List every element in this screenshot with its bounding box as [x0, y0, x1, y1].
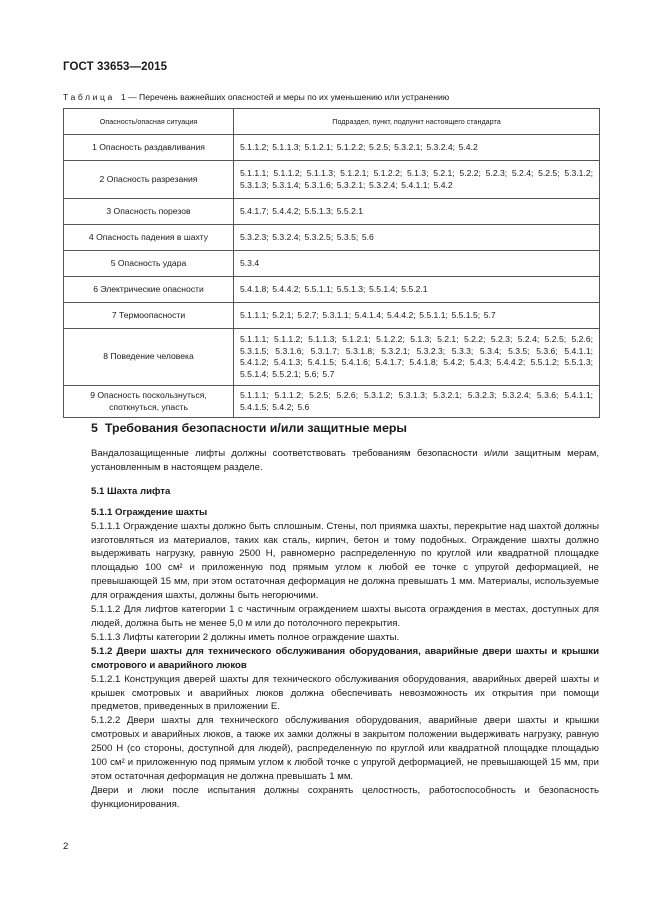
column-header-hazard: Опасность/опасная ситуация — [64, 109, 234, 135]
column-header-refs: Подраздел, пункт, подпункт настоящего стандарта — [234, 109, 600, 135]
table-header-row — [64, 109, 600, 135]
refs-cell: 5.4.1.7; 5.4.4.2; 5.5.1.3; 5.5.2.1 — [234, 199, 600, 225]
refs-cell: 5.3.4 — [234, 251, 600, 277]
section-5-heading — [91, 421, 407, 435]
table-caption-text: 1 — Перечень важнейших опасностей и меры по их уменьшению или устранению — [120, 92, 450, 102]
table-row — [64, 303, 600, 329]
table-row — [64, 251, 600, 277]
paragraph-intro: Вандалозащищенные лифты должны соответствовать требованиям безопасности и/или защитным мерам, установленным в настоящем разделе. — [91, 448, 599, 473]
hazard-cell: 8 Поведение человека — [64, 329, 234, 386]
refs-cell: 5.1.1.1; 5.1.1.2; 5.2.5; 5.2.6; 5.3.1.2; 5.3.1.3; 5.3.2.1; 5.3.2.3; 5.3.2.4; 5.3.6; 5.4.1.1; 5.4.1.5; 5.4.2; 5.6 — [234, 386, 600, 418]
paragraph-5-1-1-2: 5.1.1.2 Для лифтов категории 1 с частичным ограждением шахты высота ограждения в местах, доступных для людей, должна быть не менее 5,0 м или до потолочного перекрытия. — [91, 604, 599, 629]
paragraph-5-1-2-2: 5.1.2.2 Двери шахты для технического обслуживания оборудования, аварийные двери шахты и крышки смотровых и аварийных люков, а также их замки должны в закрытом положении выдерживать нагрузку, равную 2500 Н (со стороны, доступной для людей), распределенную по круглой или квадратной площадке площадью 100 см² и приложенную под прямым углом к любой точке с упругой деформацией, не превышающей 15 мм, при этом остаточная деформация не должна превышать 1 мм. — [91, 715, 599, 782]
hazard-cell: 7 Термоопасности — [64, 303, 234, 329]
refs-cell: 5.4.1.8; 5.4.4.2; 5.5.1.1; 5.5.1.3; 5.5.1.4; 5.5.2.1 — [234, 277, 600, 303]
hazard-cell: 4 Опасность падения в шахту — [64, 225, 234, 251]
section-number: 5 — [91, 421, 98, 435]
document-code: ГОСТ 33653—2015 — [63, 61, 168, 73]
paragraph-5-1-2-1: 5.1.2.1 Конструкция дверей шахты для технического обслуживания оборудования, аварийных дверей шахты и крышек смотровых и аварийных люков должна обеспечивать невозможность их открытия при помощи предметов, приведенных в приложении Е. — [91, 673, 599, 713]
table-caption-label: Таблица — [63, 92, 115, 102]
hazard-cell: 6 Электрические опасности — [64, 277, 234, 303]
refs-cell: 5.1.1.1; 5.1.1.2; 5.1.1.3; 5.1.2.1; 5.1.2.2; 5.1.3; 5.2.1; 5.2.2; 5.2.3; 5.2.4; 5.2.5; 5.2.6; 5.3.1.5; 5.3.1.6; 5.3.1.7; 5.3.1.8; 5.3.2.1; 5.3.2.3; 5.3.3; 5.3.4; 5.3.5; 5.3.6; 5.4.1.1; 5.4.1.2; 5.4.1.3; 5.4.1.5; 5.4.1.6; 5.4.1.7; 5.4.1.8; 5.4.2; 5.4.3; 5.4.4.2; 5.5.1.2; 5.5.1.3; 5.5.1.4; 5.5.2.1; 5.6; 5.7 — [234, 329, 600, 386]
table-caption — [63, 92, 449, 102]
table-row — [64, 277, 600, 303]
table-row — [64, 386, 600, 418]
hazard-cell: 1 Опасность раздавливания — [64, 135, 234, 161]
table-row — [64, 161, 600, 199]
hazard-cell: 5 Опасность удара — [64, 251, 234, 277]
subsection-5-1-1-heading: 5.1.1 Ограждение шахты — [91, 506, 208, 518]
section-5-body — [91, 447, 599, 812]
paragraph-5-1-1-1: 5.1.1.1 Ограждение шахты должно быть сплошным. Стены, пол приямка шахты, перекрытие над шахтой должны изготовляться из материалов, таких как сталь, кирпич, бетон и тому подобных. Ограждение шахты должно выдерживать нагрузку, равную 2500 Н, равномерно распределенную по круглой или квадратной площадке площадью 100 см² и приложенную под прямым углом к любой ее точке с упругой деформацией, не превышающей 15 мм, при этом остаточная деформация не должна превышать 1 мм. Материалы, используемые для ограждения шахты, должны быть негорючими. — [91, 520, 599, 602]
hazard-cell: 2 Опасность разрезания — [64, 161, 234, 199]
paragraph-final: Двери и люки после испытания должны сохранять целостность, работоспособность и безопасность функционирования. — [91, 784, 599, 810]
refs-cell: 5.1.1.1; 5.1.1.2; 5.1.1.3; 5.1.2.1; 5.1.2.2; 5.1.3; 5.2.1; 5.2.2; 5.2.3; 5.2.4; 5.2.5; 5.3.1.2; 5.3.1.3; 5.3.1.4; 5.3.1.6; 5.3.2.1; 5.3.2.4; 5.4.1.1; 5.4.2 — [234, 161, 600, 199]
section-title: Требования безопасности и/или защитные меры — [104, 421, 408, 435]
hazard-cell: 9 Опасность поскользнуться, споткнуться, упасть — [64, 386, 234, 418]
refs-cell: 5.1.1.1; 5.2.1; 5.2.7; 5.3.1.1; 5.4.1.4; 5.4.4.2; 5.5.1.1; 5.5.1.5; 5.7 — [234, 303, 600, 329]
paragraph-5-1-1-3: 5.1.1.3 Лифты категории 2 должны иметь полное ограждение шахты. — [91, 631, 400, 643]
table-row — [64, 199, 600, 225]
table-row — [64, 329, 600, 386]
refs-cell: 5.1.1.2; 5.1.1.3; 5.1.2.1; 5.1.2.2; 5.2.5; 5.3.2.1; 5.3.2.4; 5.4.2 — [234, 135, 600, 161]
table-row — [64, 135, 600, 161]
refs-cell: 5.3.2.3; 5.3.2.4; 5.3.2.5; 5.3.5; 5.6 — [234, 225, 600, 251]
page-number: 2 — [63, 841, 69, 852]
hazard-cell: 3 Опасность порезов — [64, 199, 234, 225]
hazards-table — [63, 108, 600, 418]
subsection-5-1-heading: 5.1 Шахта лифта — [91, 485, 171, 497]
table-row — [64, 225, 600, 251]
subsection-5-1-2-heading: 5.1.2 Двери шахты для технического обслуживания оборудования, аварийные двери шахты и крышки смотрового и аварийного люков — [91, 645, 599, 671]
